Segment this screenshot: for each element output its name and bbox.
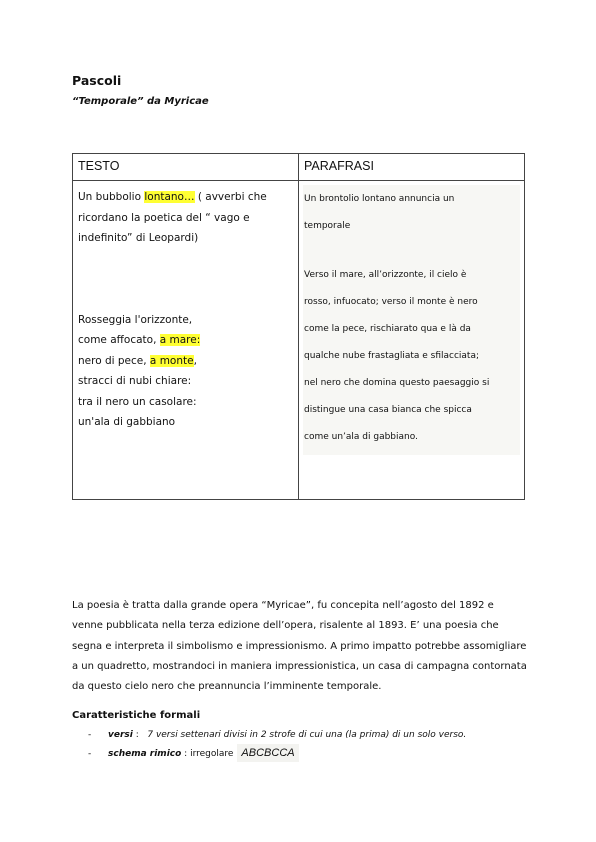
list-value: 7 versi settenari divisi in 2 strofe di cui una (la prima) di un solo verso. [147,730,467,740]
parafrasi-box [303,185,520,455]
table-content-row [73,181,525,500]
verse-line: un'ala di gabbiano [78,416,176,428]
page-title: Pascoli [72,73,122,88]
parafrasi-line: Un brontolio lontano annuncia un [304,194,455,204]
page-subtitle: “Temporale” da Myricae [72,96,209,107]
list-item: - schema rimico : irregolare ABCBCCA [88,744,466,762]
header-parafrasi: PARAFRASI [299,154,525,181]
list-bullet: - [88,749,92,759]
poem-table [72,153,525,500]
list-bullet: - [88,730,92,740]
highlight: lontano… [144,191,195,203]
highlight: a mare: [159,334,201,346]
list-key: versi [108,730,133,740]
parafrasi-line: come la pece, rischiarato qua e là da [304,324,471,334]
verse-line: come affocato, a mare: [78,334,201,346]
testo-line: ricordano la poetica del “ vago e [78,211,250,224]
features-list [88,726,466,762]
header-testo: TESTO [73,154,299,181]
parafrasi-line: qualche nube frastagliata e sfilacciata; [304,351,480,361]
list-key: schema rimico [108,749,182,759]
parafrasi-line: distingue una casa bianca che spicca [304,405,472,415]
testo-cell [73,181,299,500]
rhyme-scheme: ABCBCCA [237,744,298,762]
body-paragraph: La poesia è tratta dalla grande opera “Myricae”, fu concepita nell’agosto del 1892 e venne pubblicata nella terza edizione dell’opera, risalente al 1893. E’ una poesia che segna e interpreta il simbolismo e impressionismo. A primo impatto potrebbe assomigliare a un quadretto, mostrandoci in maniera impressionistica, un casa di campagna contornata da questo cielo nero che preannuncia l’imminente temporale. [72,600,527,693]
parafrasi-cell [299,181,525,500]
section-heading: Caratteristiche formali [72,710,201,721]
verse-line: nero di pece, a monte, [78,354,197,367]
parafrasi-line: nel nero che domina questo paesaggio si [304,378,490,388]
testo-line: indefinito” di Leopardi) [78,232,199,244]
parafrasi-line: Verso il mare, all’orizzonte, il cielo è [304,270,467,280]
verse-line: stracci di nubi chiare: [78,375,192,387]
list-value: irregolare [187,749,234,759]
parafrasi-line: temporale [304,221,351,231]
verse-line: tra il nero un casolare: [78,395,197,408]
parafrasi-line: rosso, infuocato; verso il monte è nero [304,297,478,307]
testo-line: Un bubbolio lontano… ( avverbi che [78,191,267,203]
verse-line: Rosseggia l'orizzonte, [78,313,193,326]
table-header-row [73,154,525,181]
list-item: - versi : 7 versi settenari divisi in 2 strofe di cui una (la prima) di un solo verso. [88,726,466,744]
highlight: a monte [149,354,194,367]
parafrasi-line: come un’ala di gabbiano. [304,432,418,442]
